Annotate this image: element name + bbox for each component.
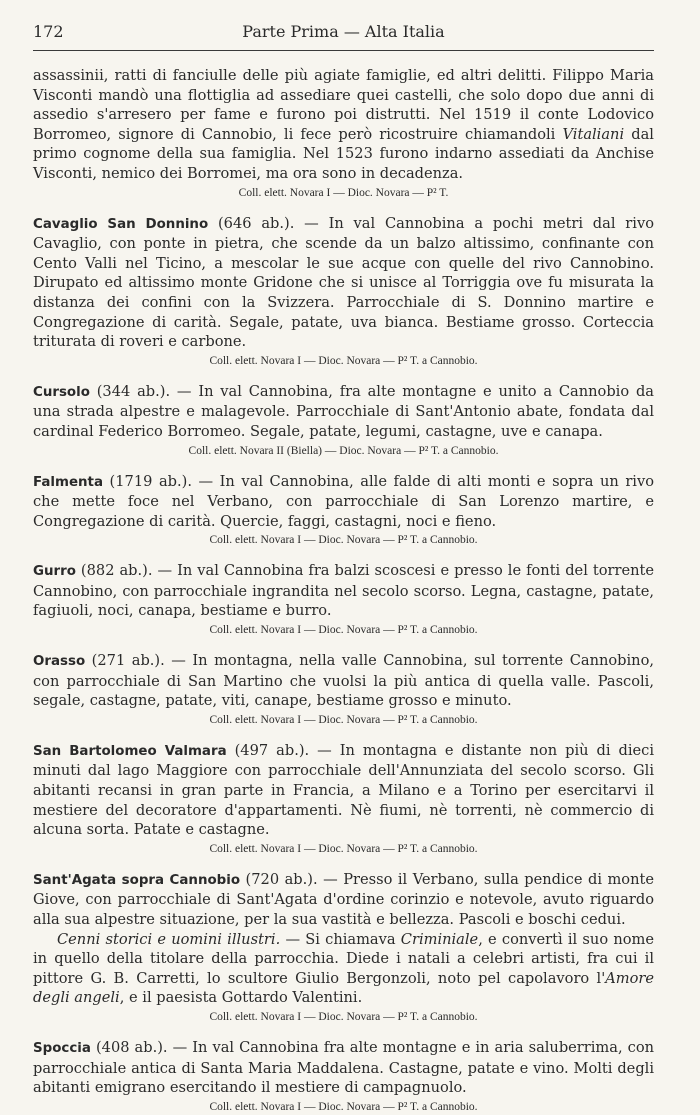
cenni-label: Cenni storici e uomini illustri.: [57, 930, 281, 948]
entry-cursolo: [33, 382, 654, 459]
entry-text: In val Cannobina fra balzi scoscesi e presso le fonti del torrente Cannobino, con parrocchiale ingrandita nel secolo scorso. Legna, castagne, patate, fagiuoli, noci, canapa, bestiame e burro.: [33, 562, 655, 620]
collegio-line: Coll. elett. Novara I — Dioc. Novara — P² T. a Cannobio.: [209, 624, 478, 637]
intro-italic: Vitaliani: [562, 125, 625, 143]
entry-text: In val Cannobina fra alte montagne e in aria saluberrima, con parrocchiale antica di Santa Maria Maddalena. Castagne, patate e vino. Molti degli abitanti emigrano esercitando il mestiere di campagnuolo.: [33, 1038, 655, 1097]
entry-population: (1719 ab.). —: [103, 472, 220, 490]
collegio-line: Coll. elett. Novara I — Dioc. Novara — P² T. a Cannobio.: [209, 842, 478, 855]
entry-text: In montagna, nella valle Cannobina, sul torrente Cannobino, con parrocchiale di San Martino che vuolsi la più antica di quella valle. Pascoli, segale, castagne, patate, viti, canape, bestiame grosso e minuto.: [33, 652, 654, 710]
entry-name: Cursolo: [33, 384, 90, 400]
entry-name: Cavaglio San Donnino: [33, 216, 209, 232]
entry-orasso: [33, 651, 654, 728]
cenni-text: — Si chiamava: [280, 930, 401, 948]
entry-name: Spoccia: [33, 1040, 91, 1056]
page-header: [33, 18, 654, 46]
entry-population: (408 ab.). —: [90, 1038, 193, 1056]
entry-san-bartolomeo: [33, 741, 654, 857]
entry-population: (344 ab.). —: [89, 382, 199, 400]
collegio-line: Coll. elett. Novara I — Dioc. Novara — P² T.: [238, 186, 449, 199]
entry-name: Falmenta: [33, 474, 103, 490]
collegio-line: Coll. elett. Novara I — Dioc. Novara — P² T. a Cannobio.: [209, 1100, 478, 1113]
entry-name: San Bartolomeo Valmara: [33, 743, 227, 759]
entry-name: Orasso: [33, 654, 86, 670]
cenni-storici: [33, 930, 654, 1008]
intro-paragraph: [33, 66, 654, 201]
collegio-line: Coll. elett. Novara I — Dioc. Novara — P² T. a Cannobio.: [209, 534, 478, 547]
cenni-italic: Criminiale: [400, 930, 479, 948]
header-rule: [33, 50, 654, 51]
entry-text: In val Cannobina, alle falde di alti monti e sopra un rivo che mette foce nel Verbano, con parrocchiale di San Lorenzo martire, e Congregazione di carità. Quercie, faggi, castagni, noci e fieno.: [33, 472, 654, 530]
entry-spoccia: [33, 1038, 654, 1115]
entry-population: (646 ab.). —: [208, 214, 329, 232]
entry-text: In val Cannobina a pochi metri dal rivo Cavaglio, con ponte in pietra, che scende da un balzo altissimo, confinante con Cento Valli nel Ticino, a mescolar le sue acque con quelle del rivo Cannobino. Dirupato ed altissimo monte Gridone che si unisce al Torriggia ove fu misurata la distanza dei confini con la Svizzera. Parrocchiale di S. Donnino martire e Congregazione di carità. Segale, patate, uva bianca. Bestiame grosso. Corteccia triturata di roveri e carbone.: [33, 214, 654, 351]
cenni-text: , e il paesista Gottardo Valentini.: [119, 989, 363, 1007]
entry-name: Gurro: [33, 564, 76, 580]
cenni-text: , e convertì il suo nome in quello della titolare della parrocchia. Diede i natali a celebri artisti, fra cui il pittore G. B. Carretti, lo scultore Giulio Bergonzoli, noto pel capolavoro l': [33, 930, 654, 987]
entry-population: (720 ab.). —: [240, 870, 344, 888]
entry-gurro: [33, 561, 654, 638]
intro-text-a: assassinii, ratti di fanciulle delle più agiate famiglie, ed altri delitti. Filippo Maria Visconti mandò una flottiglia ad assediare quei castelli, che solo dopo due anni di assedio s'arresero per fame e furono poi distrutti. Nel 1519 il conte Lodovico Borromeo, signore di Cannobio, li fece però ricostruire chiamandoli: [33, 67, 654, 143]
intro-text-b: dal primo cognome della sua famiglia. Nel 1523 furono indarno assediati da Anchise Visconti, nemico dei Borromei, ma ora sono in decadenza.: [33, 125, 654, 182]
intro-text: [33, 66, 654, 184]
entry-falmenta: [33, 472, 654, 549]
entry-sant-agata: [33, 870, 654, 1025]
cenni-italic: Amore degli angeli: [33, 969, 654, 1007]
entry-population: (497 ab.). —: [226, 741, 340, 759]
page-number: 172: [33, 22, 64, 41]
entry-text: In val Cannobina, fra alte montagne e unito a Cannobio da una strada alpestre e malagevole. Parrocchiale di Sant'Antonio abate, fondata dal cardinal Federico Borromeo. Segale, patate, legumi, castagne, uve e canapa.: [33, 382, 654, 440]
collegio-line: Coll. elett. Novara I — Dioc. Novara — P² T. a Cannobio.: [209, 713, 478, 726]
entry-population: (271 ab.). —: [85, 652, 193, 670]
entry-text: Presso il Verbano, sulla pendice di monte Giove, con parrocchiale di Sant'Agata d'ordine corinzio e notevole, avuto riguardo alla sua alpestre situazione, per la sua vastità e bellezza. Pascoli e boschi cedui.: [33, 870, 654, 928]
page-body: [33, 66, 654, 1115]
collegio-line: Coll. elett. Novara I — Dioc. Novara — P² T. a Cannobio.: [209, 1010, 478, 1023]
entry-name: Sant'Agata sopra Cannobio: [33, 872, 241, 888]
collegio-line: Coll. elett. Novara II (Biella) — Dioc. Novara — P² T. a Cannobio.: [188, 444, 499, 457]
collegio-line: Coll. elett. Novara I — Dioc. Novara — P² T. a Cannobio.: [209, 354, 478, 367]
entry-cavaglio: [33, 214, 654, 369]
running-head: Parte Prima — Alta Italia: [242, 22, 445, 41]
entry-text: In montagna e distante non più di dieci minuti dal lago Maggiore con parrocchiale dell'Annunziata del secolo scorso. Gli abitanti recansi in gran parte in Francia, a Milano e a Torino per esercitarvi il mestiere del decoratore d'appartamenti. Nè fiumi, nè torrenti, nè commercio di alcuna sorta. Patate e castagne.: [33, 741, 654, 839]
entry-population: (882 ab.). —: [75, 562, 178, 580]
